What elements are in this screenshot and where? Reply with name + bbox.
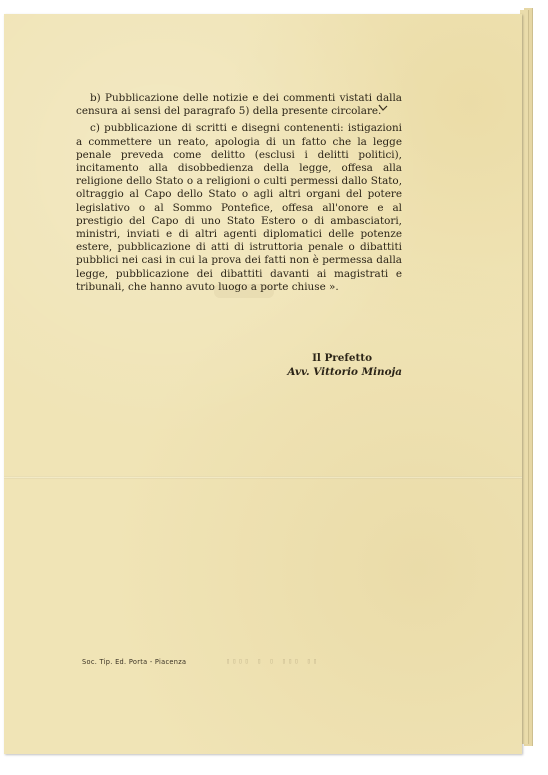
signature-title: Il Prefetto xyxy=(312,352,372,364)
signature-name: Avv. Vittorio Minoja xyxy=(287,366,402,378)
paper-sheet xyxy=(4,14,522,754)
paragraph-c: c) pubblicazione di scritti e disegni contenenti: istigazioni a commettere un reato, apologia di un fatto che la legge penale preveda come delitto (esclusi i delitti politici), incitamento alla disobbedienza della legge, offesa alla religione dello Stato o a religioni o culti permessi dallo Stato, oltraggio al Capo dello Stato o agli altri organi del potere legislativo o al Sommo Pontefice, offesa all'onore e al prestigio del Capo di uno Stato Estero o di ambasciatori, ministri, inviati e di altri agenti diplomatici delle potenze estere, pubblicazione di atti di istruttoria penale o dibattiti pubblici nei casi in cui la prova dei fatti non è permessa dalla legge, pubblicazione dei dibattiti davanti ai magistrati e tribunali, che hanno avuto luogo a porte chiuse ». xyxy=(76,122,402,293)
paper-fold-crease xyxy=(4,476,522,479)
paragraph-b: b) Pubblicazione delle notizie e dei commenti vistati dalla censura ai sensi del paragrafo 5) della presente circolare. xyxy=(76,92,402,118)
printer-imprint: Soc. Tip. Ed. Porta - Piacenza xyxy=(82,658,187,666)
circular-text xyxy=(76,92,402,378)
faint-stamp-impression: ▯▯▯▯ ▯ ▯ ▯▯▯ ▯▯ xyxy=(226,657,320,665)
